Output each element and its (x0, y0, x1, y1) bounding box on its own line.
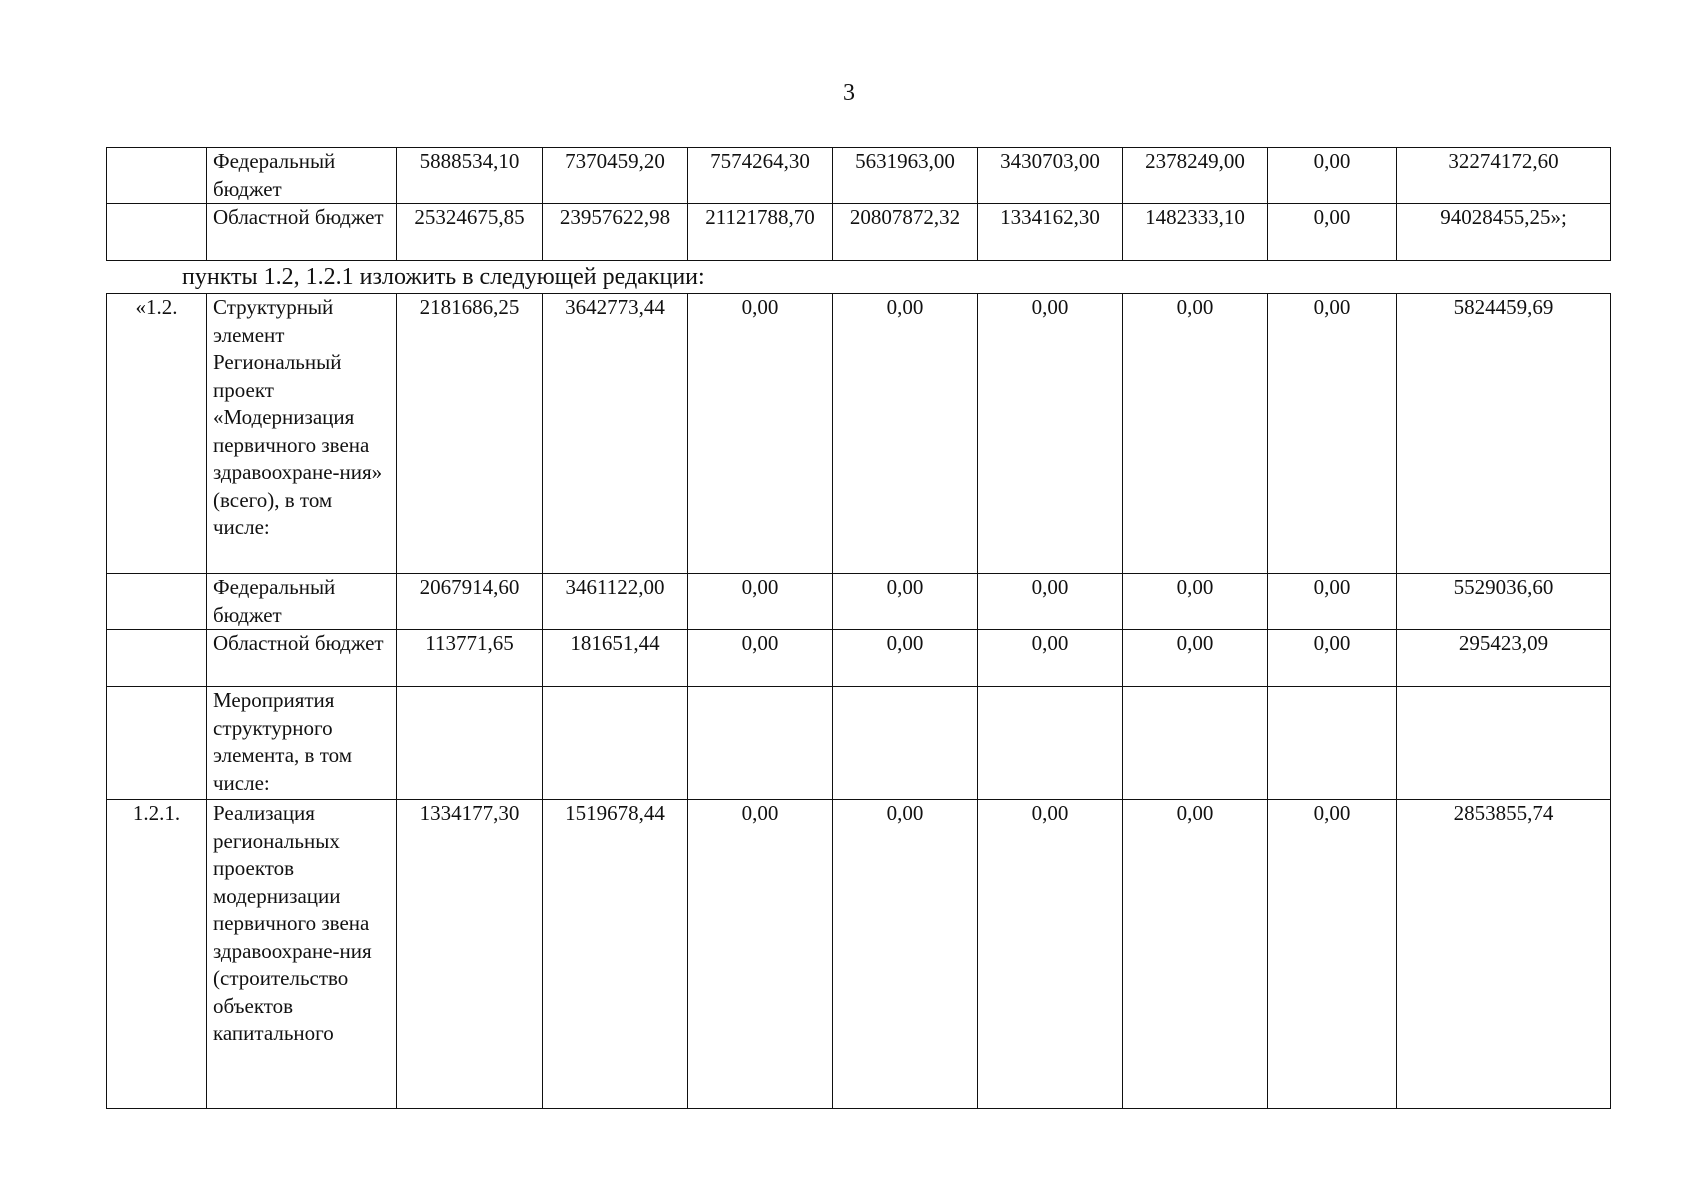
value-cell: 0,00 (688, 800, 833, 1109)
value-cell: 0,00 (688, 294, 833, 574)
value-cell: 0,00 (1123, 630, 1268, 687)
value-cell: 94028455,25»; (1397, 204, 1611, 261)
value-cell: 0,00 (833, 294, 978, 574)
value-cell: 2378249,00 (1123, 148, 1268, 204)
value-cell: 0,00 (978, 294, 1123, 574)
value-cell: 0,00 (688, 574, 833, 630)
amendment-instruction: пункты 1.2, 1.2.1 изложить в следующей редакции: (182, 264, 705, 290)
value-cell: 0,00 (978, 630, 1123, 687)
value-cell (1268, 687, 1397, 800)
value-cell: 0,00 (978, 574, 1123, 630)
value-cell: 0,00 (833, 574, 978, 630)
value-cell: 3461122,00 (543, 574, 688, 630)
item-label-cell: Реализация региональных проектов модернизации первичного звена здравоохране-ния (строительство объектов капитального (207, 800, 397, 1109)
value-cell: 5529036,60 (1397, 574, 1611, 630)
value-cell: 3430703,00 (978, 148, 1123, 204)
table-row (107, 687, 1611, 800)
item-label-cell: Мероприятия структурного элемента, в том числе: (207, 687, 397, 800)
item-code-cell (107, 148, 207, 204)
value-cell: 2067914,60 (397, 574, 543, 630)
table-row (107, 204, 1611, 261)
value-cell: 0,00 (1268, 630, 1397, 687)
value-cell: 113771,65 (397, 630, 543, 687)
table-row (107, 148, 1611, 204)
table-row (107, 294, 1611, 574)
value-cell: 0,00 (978, 800, 1123, 1109)
value-cell (397, 687, 543, 800)
item-code-cell (107, 630, 207, 687)
value-cell: 2853855,74 (1397, 800, 1611, 1109)
value-cell: 1482333,10 (1123, 204, 1268, 261)
item-code-cell: «1.2. (107, 294, 207, 574)
value-cell: 21121788,70 (688, 204, 833, 261)
budget-table-main (106, 293, 1611, 1109)
budget-table-top (106, 147, 1611, 261)
value-cell: 5888534,10 (397, 148, 543, 204)
value-cell: 20807872,32 (833, 204, 978, 261)
value-cell: 7370459,20 (543, 148, 688, 204)
value-cell: 295423,09 (1397, 630, 1611, 687)
table-row (107, 574, 1611, 630)
value-cell: 1334177,30 (397, 800, 543, 1109)
value-cell (688, 687, 833, 800)
value-cell: 1519678,44 (543, 800, 688, 1109)
value-cell: 2181686,25 (397, 294, 543, 574)
item-label-cell: Федеральный бюджет (207, 148, 397, 204)
value-cell: 7574264,30 (688, 148, 833, 204)
value-cell: 0,00 (1123, 574, 1268, 630)
value-cell: 181651,44 (543, 630, 688, 687)
table-row (107, 800, 1611, 1109)
item-label-cell: Областной бюджет (207, 630, 397, 687)
value-cell (833, 687, 978, 800)
value-cell: 5631963,00 (833, 148, 978, 204)
item-code-cell (107, 204, 207, 261)
item-code-cell (107, 574, 207, 630)
item-code-cell: 1.2.1. (107, 800, 207, 1109)
value-cell: 0,00 (1268, 574, 1397, 630)
item-label-cell: Структурный элемент Региональный проект «Модернизация первичного звена здравоохране-ния» (всего), в том числе: (207, 294, 397, 574)
item-label-cell: Федеральный бюджет (207, 574, 397, 630)
page-number: 3 (843, 80, 855, 106)
value-cell: 0,00 (1268, 294, 1397, 574)
item-code-cell (107, 687, 207, 800)
table-row (107, 630, 1611, 687)
value-cell (543, 687, 688, 800)
value-cell: 0,00 (1123, 800, 1268, 1109)
value-cell: 3642773,44 (543, 294, 688, 574)
value-cell: 1334162,30 (978, 204, 1123, 261)
value-cell: 0,00 (1268, 148, 1397, 204)
value-cell: 0,00 (1268, 204, 1397, 261)
value-cell: 0,00 (833, 800, 978, 1109)
value-cell (1397, 687, 1611, 800)
value-cell (1123, 687, 1268, 800)
item-label-cell: Областной бюджет (207, 204, 397, 261)
value-cell: 32274172,60 (1397, 148, 1611, 204)
value-cell (978, 687, 1123, 800)
value-cell: 0,00 (1268, 800, 1397, 1109)
value-cell: 0,00 (833, 630, 978, 687)
value-cell: 0,00 (688, 630, 833, 687)
value-cell: 23957622,98 (543, 204, 688, 261)
value-cell: 5824459,69 (1397, 294, 1611, 574)
value-cell: 25324675,85 (397, 204, 543, 261)
value-cell: 0,00 (1123, 294, 1268, 574)
